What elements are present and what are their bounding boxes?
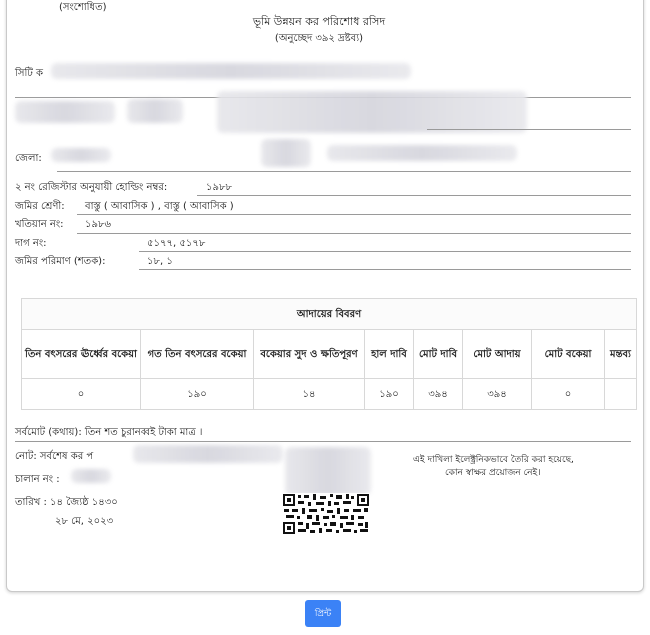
table-cell: ০ — [532, 379, 605, 410]
redacted-region — [127, 99, 183, 123]
redacted-region — [133, 445, 283, 463]
divider — [77, 233, 631, 234]
divider — [139, 251, 631, 252]
redacted-region — [261, 139, 311, 167]
redacted-region — [285, 447, 371, 495]
district-label: জেলা: — [15, 153, 42, 164]
redacted-region — [71, 469, 111, 483]
table-cell: ১৪ — [254, 379, 365, 410]
qr-code-icon — [282, 493, 370, 535]
redacted-region — [15, 101, 115, 123]
area-value: ১৮, ১ — [147, 256, 173, 267]
divider — [77, 214, 631, 215]
land-class-label: জমির শ্রেণী: — [15, 201, 65, 212]
holding-label: ২ নং রেজিস্টার অনুযায়ী হোল্ডিং নম্বর: — [15, 182, 168, 193]
redacted-region — [51, 63, 411, 79]
redacted-region — [51, 148, 111, 162]
table-cell: ০ — [22, 379, 141, 410]
table-cell: ৩৯৪ — [414, 379, 463, 410]
payment-details-table — [21, 298, 637, 410]
table-cell: ১৯০ — [365, 379, 414, 410]
column-header: গত তিন বৎসরের বকেয়া — [141, 330, 254, 379]
receipt-sheet — [6, 0, 644, 592]
electronic-note-line2: কোন স্বাক্ষর প্রয়োজন নেই। — [445, 468, 541, 478]
khatian-label: খতিয়ান নং: — [15, 219, 64, 230]
column-header: বকেয়ার সুদ ও ক্ষতিপূরণ — [254, 330, 365, 379]
column-header: মন্তব্য — [605, 330, 637, 379]
city-label: সিটি ক — [15, 68, 43, 79]
receipt-subtitle: (অনুচ্ছেদ ৩৯২ দ্রষ্টব্য) — [274, 33, 364, 44]
divider — [427, 129, 631, 130]
total-in-words: সর্বমোট (কথায়): তিন শত চুরানব্বই টাকা মাত্র । — [15, 427, 203, 438]
date-bangla: তারিখ : ১৪ জ্যৈষ্ঠ ১৪৩০ — [15, 497, 118, 508]
print-button[interactable]: প্রিন্ট — [305, 600, 341, 627]
revised-note: (সংশোধিত) — [59, 2, 107, 13]
divider — [15, 441, 631, 442]
table-caption: আদায়ের বিবরণ — [22, 299, 637, 330]
invoice-label: চালান নং : — [15, 474, 60, 485]
table-cell: ৩৯৪ — [463, 379, 532, 410]
column-header: হাল দাবি — [365, 330, 414, 379]
divider — [197, 195, 631, 196]
column-header: মোট দাবি — [414, 330, 463, 379]
receipt-title: ভূমি উন্নয়ন কর পরিশোধ রসিদ — [252, 15, 386, 28]
land-class-value: বাস্তু ( আবাসিক ) , বাস্তু ( আবাসিক ) — [85, 201, 234, 212]
holding-value: ১৯৮৮ — [206, 182, 232, 193]
electronic-note-line1: এই দাখিলা ইলেক্ট্রনিকভাবে তৈরি করা হয়েছে, — [413, 455, 574, 465]
column-header: তিন বৎসরের ঊর্ধ্বের বকেয়া — [22, 330, 141, 379]
divider — [139, 269, 631, 270]
redacted-region — [217, 91, 527, 133]
column-header: মোট আদায় — [463, 330, 532, 379]
dag-value: ৫১৭৭, ৫১৭৮ — [147, 238, 206, 249]
area-label: জমির পরিমাণ (শতক): — [15, 256, 106, 267]
column-header: মোট বকেয়া — [532, 330, 605, 379]
khatian-value: ১৯৮৬ — [85, 219, 111, 230]
redacted-region — [327, 145, 517, 161]
dag-label: দাগ নং: — [15, 238, 47, 249]
divider — [57, 171, 631, 172]
table-cell: ১৯০ — [141, 379, 254, 410]
table-row — [22, 379, 637, 410]
table-cell — [605, 379, 637, 410]
date-gregorian: ২৮ মে, ২০২৩ — [55, 516, 114, 527]
note-label: নোট: সর্বশেষ কর প — [15, 451, 94, 462]
